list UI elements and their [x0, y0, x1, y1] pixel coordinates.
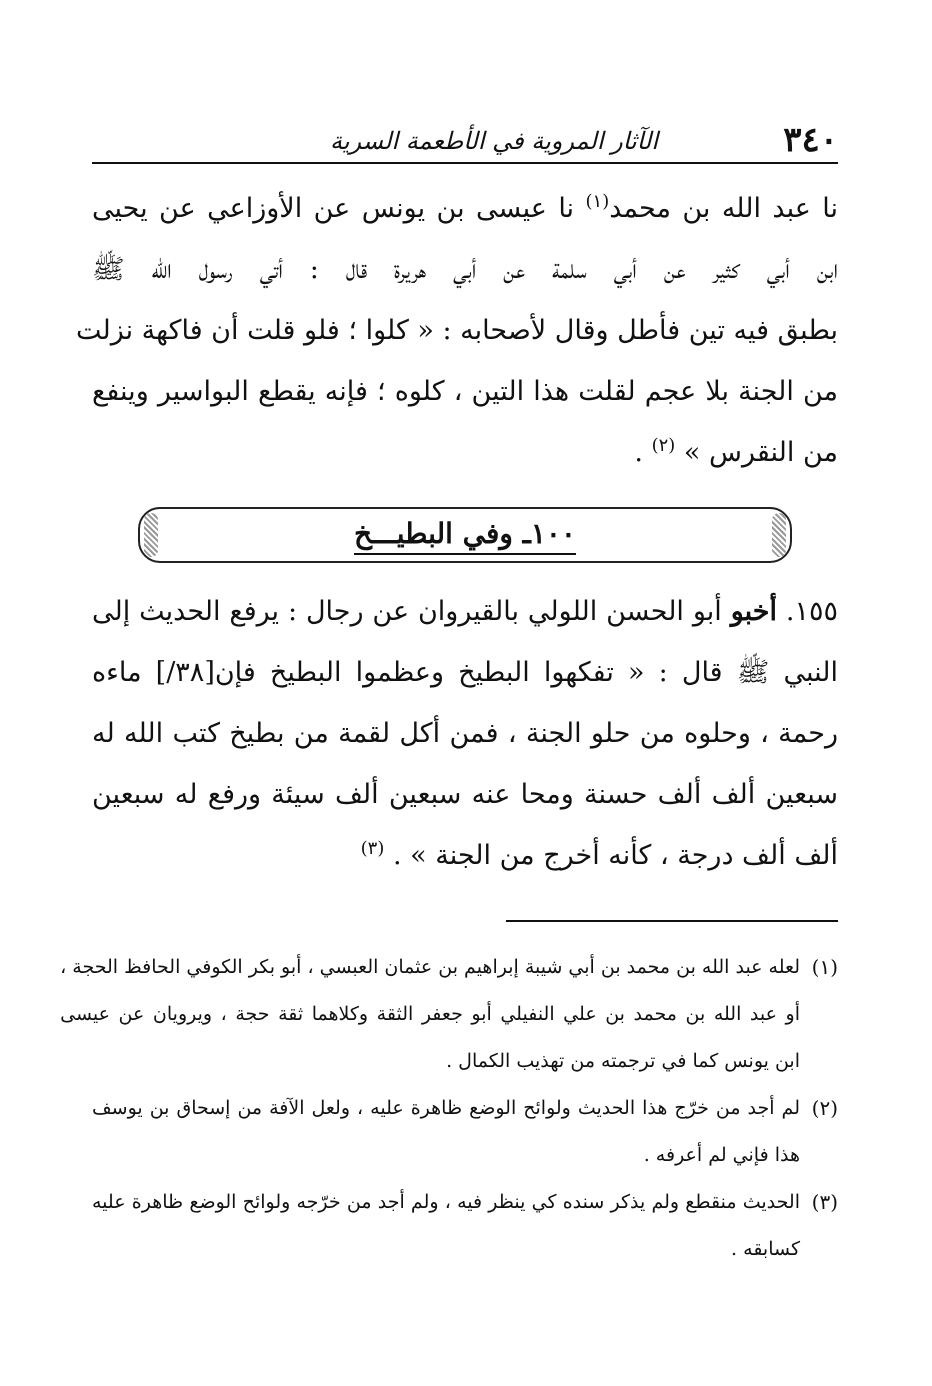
text-segment: من النقرس » — [683, 437, 838, 468]
book-page — [60, 90, 839, 1273]
text-line — [92, 581, 838, 642]
text-line: رحمة ، وحلوه من حلو الجنة ، فمن أكل لقمة من بطيخ كتب الله له — [92, 718, 838, 749]
footnote-3 — [92, 1179, 838, 1273]
footnote-mark: (٣) — [811, 1190, 838, 1214]
footnote-ref-3: (٣) — [360, 838, 385, 859]
footnotes — [60, 944, 838, 1273]
text-line — [92, 825, 838, 886]
hadith-number: ١٥٥. — [785, 596, 839, 627]
footnote-2 — [92, 1085, 838, 1179]
page-number: ٣٤٠ — [783, 120, 838, 160]
akhbar-word: أخبو — [730, 596, 777, 627]
text-line: بطبق فيه تين فأطل وقال لأصحابه : « كلوا ؛ فلو قلت أن فاكهة نزلت — [75, 315, 838, 346]
page-header — [92, 90, 838, 164]
footnote-text — [60, 944, 800, 1085]
footnote-line: كسابقه . — [731, 1238, 800, 1260]
text-segment: نا عبد الله بن محمد — [609, 193, 838, 224]
text-line — [92, 178, 838, 239]
footnote-1 — [60, 944, 838, 1085]
footnote-mark: (١) — [811, 955, 838, 979]
text-segment: أبو الحسن اللولي بالقيروان عن رجال : يرفع الحديث إلى — [92, 596, 722, 627]
section-title: ١٠٠ـ وفي البطيـــخ — [354, 515, 576, 555]
footnote-text — [92, 1179, 800, 1273]
footnote-ref-1: (١) — [585, 191, 610, 212]
footnote-line: ابن يونس كما في ترجمته من تهذيب الكمال . — [446, 1050, 800, 1072]
text-segment: ألف ألف درجة ، كأنه أخرج من الجنة » . — [392, 840, 838, 871]
text-line — [92, 422, 838, 483]
footnote-line: الحديث منقطع ولم يذكر سنده كي ينظر فيه ، ولم أجد من خرّجه ولوائح الوضع ظاهرة عليه — [92, 1191, 800, 1213]
footnote-divider — [506, 920, 838, 922]
footnote-line: لعله عبد الله بن محمد بن أبي شيبة إبراهيم بن عثمان العبسي ، أبو بكر الكوفي الحافظ الحجة ، — [60, 956, 800, 978]
text-line: سبعين ألف ألف حسنة ومحا عنه سبعين ألف سيئة ورفع له سبعين — [92, 779, 838, 810]
footnote-line: لم أجد من خرّج هذا الحديث ولوائح الوضع ظاهرة عليه ، ولعل الآفة من إسحاق بن يوسف — [92, 1097, 800, 1119]
text-line: من الجنة بلا عجم لقلت هذا التين ، كلوه ؛ فإنه يقطع البواسير وينفع — [92, 376, 838, 407]
footnote-line: أو عبد الله بن محمد بن علي النفيلي أبو جعفر الثقة وكلاهما ثقة حجة ، ويرويان عن عيسى — [60, 1003, 800, 1025]
section-banner — [138, 507, 792, 563]
footnote-line: هذا فإني لم أعرفه . — [643, 1144, 800, 1166]
text-segment: نا عيسى بن يونس عن الأوزاعي عن يحيى — [92, 193, 575, 224]
text-line: ابن أبي كثير عن أبي سلمة عن أبي هريرة قال : أتي رسول الله ﷺ — [92, 254, 838, 285]
paragraph-1 — [75, 178, 838, 483]
paragraph-2 — [92, 581, 838, 886]
footnote-text — [92, 1085, 800, 1179]
text-line: النبي ﷺ قال : « تفكهوا البطيخ وعظموا البطيخ فإن[٣٨/] ماءه — [92, 657, 838, 688]
text-segment: . — [634, 437, 643, 468]
footnote-mark: (٢) — [811, 1096, 838, 1120]
footnote-ref-2: (٢) — [651, 435, 676, 456]
running-title: الآثار المروية في الأطعمة السرية — [330, 127, 658, 155]
